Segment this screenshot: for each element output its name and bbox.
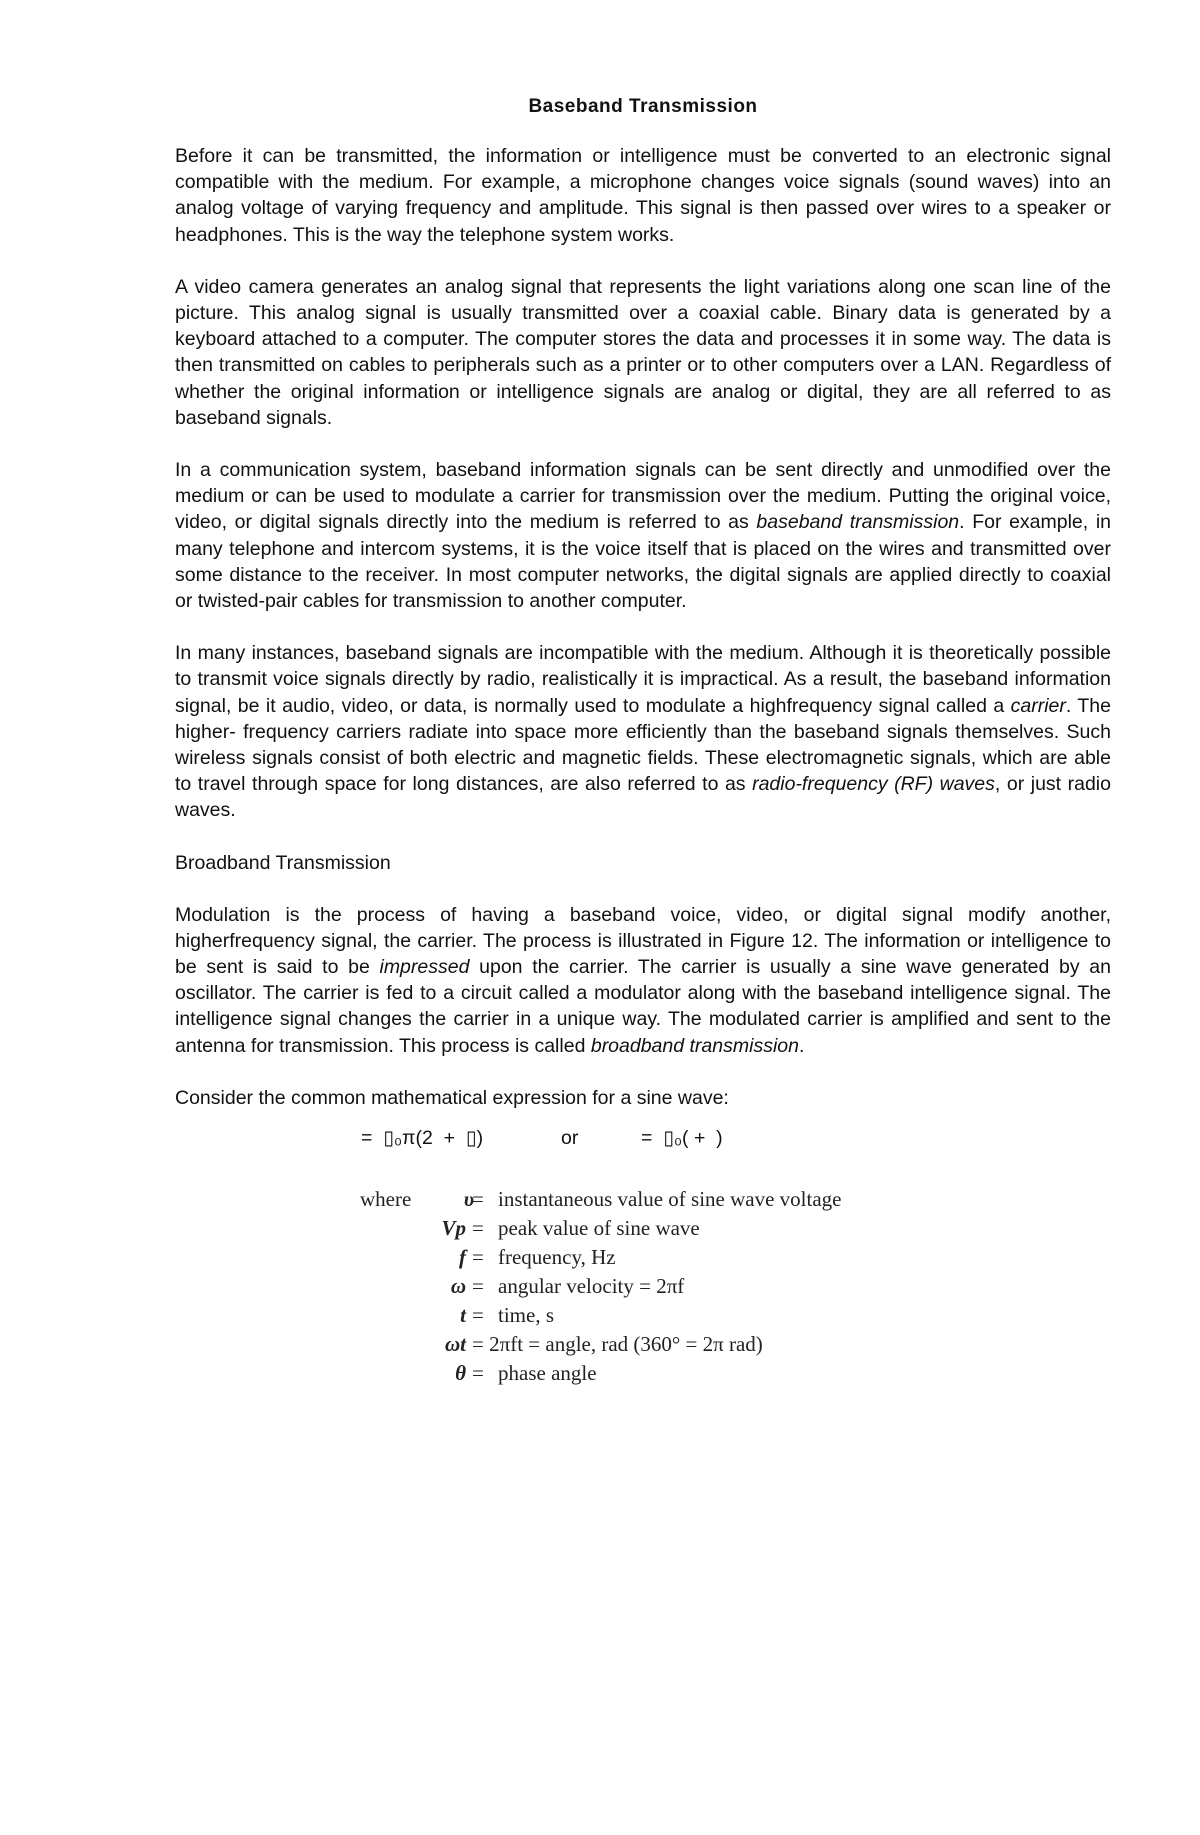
term-carrier: carrier — [1010, 694, 1066, 717]
formula-left: = ▯₀π(2 + ▯) — [361, 1127, 484, 1150]
definition-equals: = — [472, 1216, 484, 1241]
definition-symbol: ωt — [444, 1332, 466, 1357]
term-impressed: impressed — [379, 956, 470, 979]
paragraph-1: Before it can be transmitted, the information or intelligence must be converted to an electronic signal compatible with the medium. For example, a microphone changes voice signals (sound waves) into an analog voltage of varying frequency and amplitude. This signal is then passed over wires to a speaker or headphones. This is the way the telephone system works. — [175, 145, 1111, 246]
paragraph-5-text-c: . — [798, 1034, 805, 1057]
term-broadband-transmission: broadband transmission — [590, 1034, 799, 1057]
paragraph-6: Consider the common mathematical expression for a sine wave: — [175, 1086, 729, 1109]
definition-row — [360, 1330, 1111, 1359]
definition-text: time, s — [498, 1303, 554, 1328]
definition-symbol: θ — [455, 1361, 466, 1386]
definition-text: phase angle — [498, 1361, 597, 1386]
definition-symbol: ω — [450, 1274, 466, 1299]
definition-text: frequency, Hz — [498, 1245, 616, 1270]
paragraph-3-text-a: In a communication system, baseband information signals can be sent directly and unmodified over the medium or can be used to modulate a carrier for transmission over the medium. Putting the original voice, video, or digital signals directly into the medium is referred to as — [175, 459, 1111, 534]
definition-row — [360, 1272, 1111, 1301]
definition-row — [360, 1301, 1111, 1330]
definition-equals: = — [472, 1361, 484, 1386]
paragraph-4-text-b: . The higher- frequency carriers radiate into space more efficiently than the baseband signals themselves. Such wireless signals consist of both electric and magnetic fields. These electromagnetic signals, which are able to travel through space for long distances, are also referred to as — [175, 694, 1111, 796]
paragraph-5-text-b: upon the carrier. The carrier is usually a sine wave generated by an oscillator. The carrier is fed to a circuit called a modulator along with the baseband intelligence signal. The intelligence signal changes the carrier in a unique way. The modulated carrier is amplified and sent to the antenna for transmission. This process is called — [175, 956, 1111, 1057]
definition-text: instantaneous value of sine wave voltage — [498, 1187, 842, 1212]
definition-text: angular velocity = 2πf — [498, 1274, 685, 1299]
paragraph-5 — [175, 902, 1111, 1059]
page-title: Baseband Transmission — [528, 96, 758, 117]
definition-equals: = — [472, 1187, 484, 1212]
paragraph-4-text-c: , or just radio waves. — [175, 773, 1111, 822]
definition-equals: = — [472, 1303, 484, 1328]
formula-right: = ▯₀( + ) — [641, 1127, 723, 1150]
formula-or: or — [561, 1127, 579, 1150]
term-rf-waves: radio-frequency (RF) waves — [752, 773, 995, 796]
definition-text: = 2πft = angle, rad (360° = 2π rad) — [472, 1332, 763, 1357]
definition-symbol: t — [460, 1303, 466, 1328]
definitions-lead: where — [360, 1187, 412, 1212]
definition-row — [360, 1243, 1111, 1272]
definition-text: peak value of sine wave — [498, 1216, 700, 1241]
variable-definitions — [360, 1185, 1111, 1388]
definition-row — [360, 1359, 1111, 1388]
definition-row — [360, 1214, 1111, 1243]
paragraph-4-text-a: In many instances, baseband signals are incompatible with the medium. Although it is theoretically possible to transmit voice signals directly by radio, realistically it is impractical. As a result, the baseband information signal, be it audio, video, or data, is normally used to modulate a highfrequency signal called a — [175, 642, 1111, 717]
definition-equals: = — [472, 1274, 484, 1299]
term-baseband-transmission: baseband transmission — [756, 511, 960, 534]
paragraph-3-text-b: . For example, in many telephone and intercom systems, it is the voice itself that is placed on the wires and transmitted over some distance to the receiver. In most computer networks, the digital signals are applied directly to coaxial or twisted-pair cables for transmission to another computer. — [175, 511, 1111, 613]
definition-symbol: Vp — [441, 1216, 466, 1241]
section-heading-broadband: Broadband Transmission — [175, 851, 391, 874]
definition-symbol: f — [459, 1245, 466, 1270]
paragraph-3 — [175, 457, 1111, 614]
definition-equals: = — [472, 1245, 484, 1270]
paragraph-2: A video camera generates an analog signal that represents the light variations along one scan line of the picture. This analog signal is usually transmitted over a coaxial cable. Binary data is generated by a keyboard attached to a computer. The computer stores the data and processes it in some way. The data is then transmitted on cables to peripherals such as a printer or to other computers over a LAN. Regardless of whether the original information or intelligence signals are analog or digital, they are all referred to as baseband signals. — [175, 275, 1111, 429]
paragraph-5-text-a: Modulation is the process of having a baseband voice, video, or digital signal modify another, higherfrequency signal, the carrier. The process is illustrated in Figure 12. The information or intelligence to be sent is said to be — [175, 903, 1111, 979]
document-page — [175, 95, 1111, 1388]
paragraph-4 — [175, 640, 1111, 823]
definition-symbol: υ — [463, 1187, 474, 1212]
definition-row — [360, 1185, 1111, 1214]
sine-wave-formula — [175, 1125, 1111, 1155]
